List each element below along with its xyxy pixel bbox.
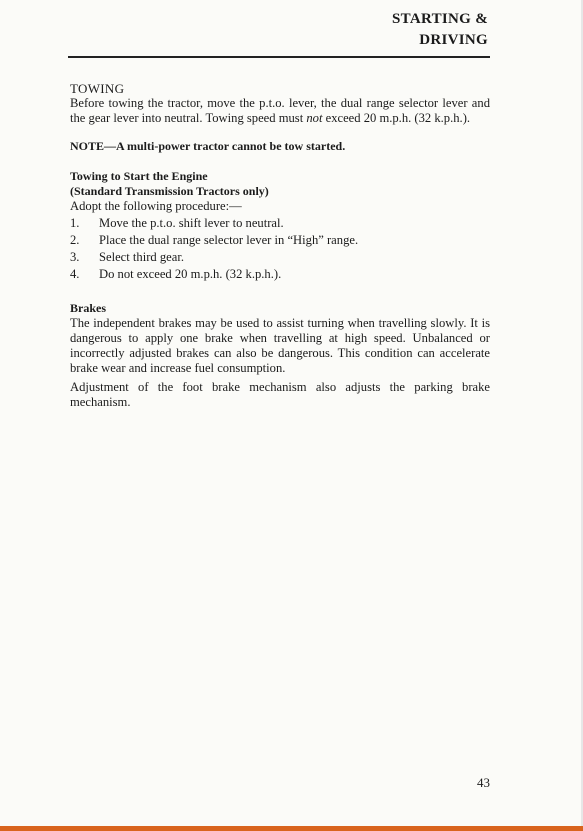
towing-text-before: Before towing the tractor, move the p.t.o. lever, the dual range selector lever and the gear lever into neutral. Towing speed must <box>70 96 490 125</box>
step-text: Select third gear. <box>99 250 184 264</box>
list-item <box>70 250 490 265</box>
section-title-line2: DRIVING <box>419 32 488 48</box>
page-content <box>70 81 490 410</box>
brakes-paragraph-2: Adjustment of the foot brake mechanism also adjusts the parking brake mechanism. <box>70 380 490 409</box>
towing-heading: TOWING <box>70 81 125 96</box>
step-number: 4. <box>70 267 80 281</box>
step-text: Do not exceed 20 m.p.h. (32 k.p.h.). <box>99 267 282 281</box>
step-text: Move the p.t.o. shift lever to neutral. <box>99 216 284 230</box>
list-item <box>70 216 490 231</box>
step-text: Place the dual range selector lever in “High” range. <box>99 233 359 247</box>
page-number: 43 <box>477 775 490 790</box>
step-number: 3. <box>70 250 80 264</box>
brakes-heading: Brakes <box>70 301 106 315</box>
procedure-intro: Adopt the following procedure:— <box>70 199 242 213</box>
towing-text-after: exceed 20 m.p.h. (32 k.p.h.). <box>322 111 471 125</box>
towing-paragraph <box>70 96 490 126</box>
header-rule <box>68 56 490 58</box>
step-number: 2. <box>70 233 80 247</box>
tow-start-heading <box>70 169 490 199</box>
procedure-list <box>70 216 490 282</box>
list-item <box>70 233 490 248</box>
tow-start-heading-line1: Towing to Start the Engine <box>70 169 208 183</box>
brakes-paragraph-1: The independent brakes may be used to assist turning when travelling slowly. It is dangerous to apply one brake when travelling at high speed. Unbalanced or incorrectly adjusted brakes can also be dangerous. This condition can accelerate brake wear and increase fuel consumption. <box>70 316 490 375</box>
list-item <box>70 267 490 282</box>
multi-power-note: NOTE—A multi-power tractor cannot be tow started. <box>70 139 346 153</box>
step-number: 1. <box>70 216 80 230</box>
section-title-line1: STARTING & <box>392 11 488 27</box>
towing-text-emphasis: not <box>306 111 323 125</box>
section-header <box>392 9 488 51</box>
tow-start-heading-line2: (Standard Transmission Tractors only) <box>70 184 269 198</box>
page-bottom-edge <box>0 826 583 831</box>
